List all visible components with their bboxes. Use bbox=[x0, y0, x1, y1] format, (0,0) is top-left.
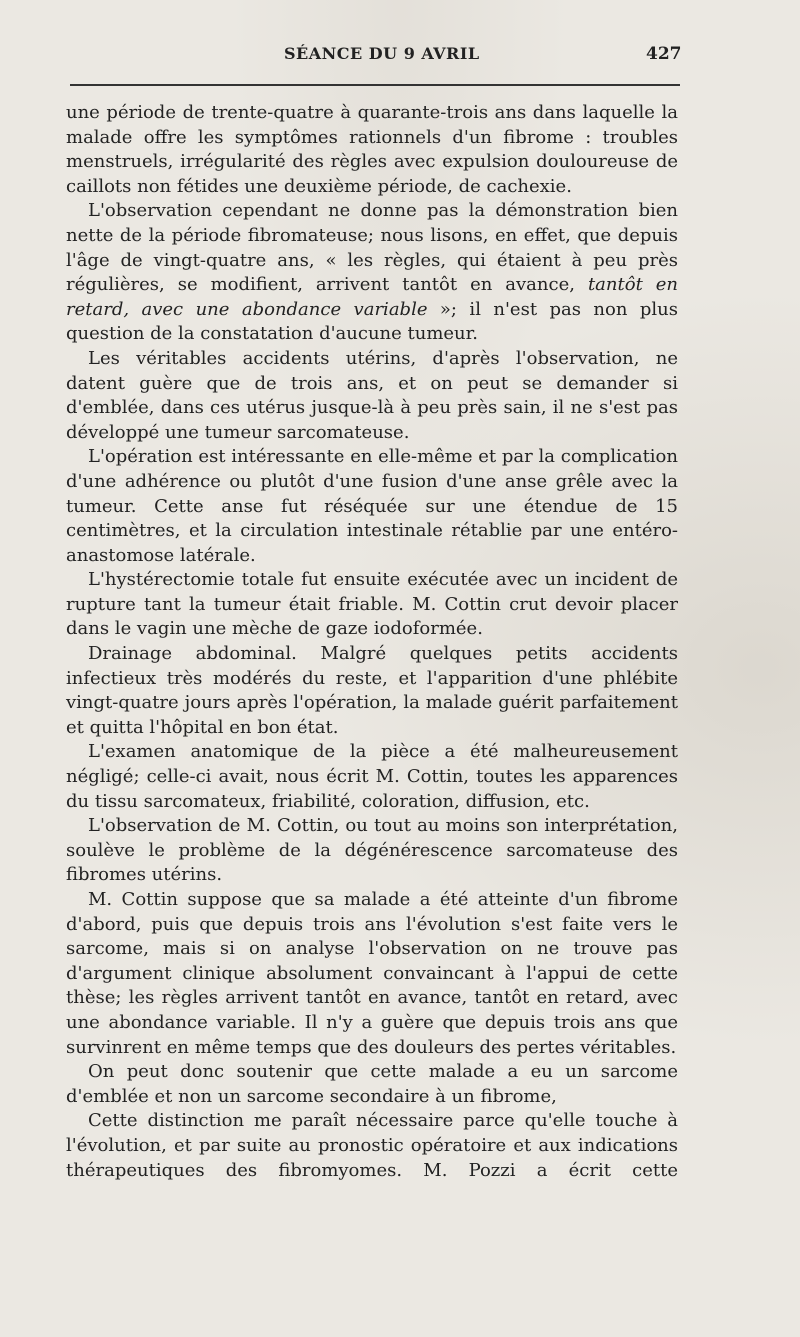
paragraph: L'observation de M. Cottin, ou tout au moins son interprétation, soulève le problème de la dégénérescence sarcomateuse des fibromes utérins. bbox=[66, 815, 678, 886]
paragraph: L'examen anatomique de la pièce a été malheureusement négligé; celle-ci avait, nous écrit M. Cottin, toutes les apparences du tissu sarcomateux, friabilité, coloration, diffusion, etc. bbox=[66, 741, 678, 812]
header-rule bbox=[70, 84, 680, 86]
paragraph: L'observation cependant ne donne pas la démonstration bien nette de la période fibromateuse; nous lisons, en effet, que depuis l'âge de vingt-quatre ans, « les règles, qui étaient à peu près régulières, se modifient, arrivent tantôt en avance, tantôt en retard, avec une abondance variable »; il n'est pas non plus question de la constatation d'aucune tumeur. bbox=[66, 200, 679, 345]
paragraph: L'hystérectomie totale fut ensuite exécutée avec un incident de rupture tant la tumeur était friable. M. Cottin crut devoir placer dans le vagin une mèche de gaze iodoformée. bbox=[66, 569, 678, 640]
paragraph: Cette distinction me paraît nécessaire parce qu'elle touche à l'évolution, et par suite au pronostic opératoire et aux indications thérapeutiques des fibromyomes. M. Pozzi a écrit cette bbox=[66, 1110, 678, 1181]
paragraph: On peut donc soutenir que cette malade a eu un sarcome d'emblée et non un sarcome secondaire à un fibrome, bbox=[66, 1061, 678, 1107]
paragraph: L'opération est intéressante en elle-même et par la complication d'une adhérence ou plutôt d'une fusion d'une anse grêle avec la tumeur. Cette anse fut réséquée sur une étendue de 15 centimètres, et la circulation intestinale rétablie par une entéro-anastomose latérale. bbox=[66, 446, 678, 566]
page-number: 427 bbox=[646, 44, 682, 64]
page-header bbox=[0, 44, 800, 70]
italic-quote: tantôt en retard, avec une abondance variable bbox=[66, 274, 679, 320]
paragraph: une période de trente-quatre à quarante-trois ans dans laquelle la malade offre les symptômes rationnels d'un fibrome : troubles menstruels, irrégularité des règles avec expulsion douloureuse de caillots non fétides une deuxième période, de cachexie. bbox=[66, 102, 678, 197]
paragraph: M. Cottin suppose que sa malade a été atteinte d'un fibrome d'abord, puis que depuis trois ans l'évolution s'est faite vers le sarcome, mais si on analyse l'observation on ne trouve pas d'argument clinique absolument convaincant à l'appui de cette thèse; les règles arrivent tantôt en avance, tantôt en retard, avec une abondance variable. Il n'y a guère que depuis trois ans que survinrent en même temps que des douleurs des pertes véritables. bbox=[66, 889, 678, 1058]
paragraph: Drainage abdominal. Malgré quelques petits accidents infectieux très modérés du reste, et l'apparition d'une phlébite vingt-quatre jours après l'opération, la malade guérit parfaitement et quitta l'hôpital en bon état. bbox=[66, 643, 678, 738]
paragraph: Les véritables accidents utérins, d'après l'observation, ne datent guère que de trois ans, et on peut se demander si d'emblée, dans ces utérus jusque-là à peu près sain, il ne s'est pas développé une tumeur sarcomateuse. bbox=[66, 347, 678, 443]
text-body bbox=[66, 101, 678, 1183]
running-title: SÉANCE DU 9 AVRIL bbox=[284, 44, 480, 63]
